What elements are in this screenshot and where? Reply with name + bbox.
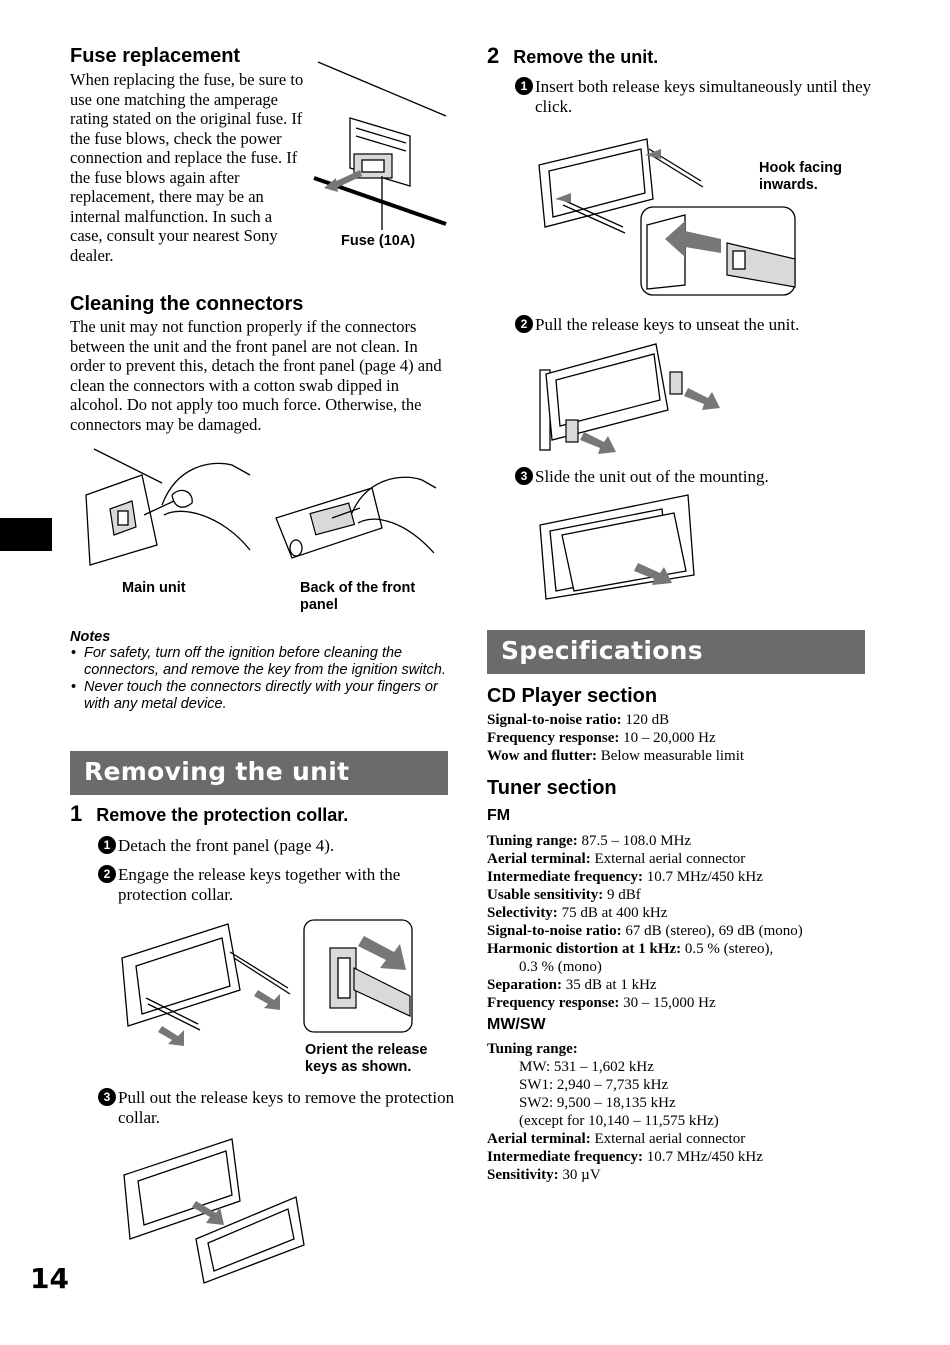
- spec-row: MW: 531 – 1,602 kHz: [519, 1059, 654, 1075]
- step1-title: Remove the protection collar.: [96, 805, 349, 825]
- collar-engage-illustration: [118, 918, 418, 1043]
- spec-row: Frequency response: 10 – 20,000 Hz: [487, 730, 716, 746]
- page-number: 14: [30, 1262, 69, 1295]
- step-number-icon: 3: [515, 467, 533, 485]
- step-number-icon: 3: [98, 1088, 116, 1106]
- step-number-icon: 1: [98, 836, 116, 854]
- step2-sub1: [515, 77, 875, 117]
- notes: [70, 629, 450, 713]
- step1-number: 1: [70, 801, 83, 826]
- slide-out-illustration: [538, 495, 708, 600]
- step-text: Detach the front panel (page 4).: [118, 836, 335, 855]
- unseat-illustration: [538, 340, 728, 450]
- step-number-icon: 2: [515, 315, 533, 333]
- spec-row: Intermediate frequency: 10.7 MHz/450 kHz: [487, 1149, 763, 1165]
- step-number-icon: 1: [515, 77, 533, 95]
- collar-remove-illustration: [120, 1135, 310, 1285]
- step-text: Insert both release keys simultaneously until they click.: [535, 77, 872, 116]
- cleaning-heading: Cleaning the connectors: [70, 293, 304, 315]
- back-panel-label: Back of the front panel: [300, 580, 416, 613]
- main-unit-label: Main unit: [122, 580, 186, 596]
- spec-row: SW2: 9,500 – 18,135 kHz: [519, 1095, 676, 1111]
- mwsw-specs: [487, 1040, 867, 1184]
- insert-keys-illustration: [535, 135, 797, 297]
- step2-header: [487, 43, 658, 69]
- step-number-icon: 2: [98, 865, 116, 883]
- spec-row: (except for 10,140 – 11,575 kHz): [519, 1113, 719, 1129]
- specifications-banner: [487, 630, 865, 674]
- removing-banner-title: Removing the unit: [84, 757, 350, 786]
- spec-row: Signal-to-noise ratio: 120 dB: [487, 712, 670, 728]
- fuse-label: Fuse (10A): [341, 233, 416, 249]
- fm-specs: [487, 832, 867, 1012]
- fuse-heading: Fuse replacement: [70, 45, 241, 67]
- front-panel-cleaning-illustration: [272, 468, 437, 568]
- cd-heading: CD Player section: [487, 685, 658, 707]
- spec-row: Tuning range: 87.5 – 108.0 MHz: [487, 833, 692, 849]
- step1-sub1: [98, 836, 448, 856]
- spec-row: Sensitivity: 30 µV: [487, 1167, 601, 1183]
- spec-row: SW1: 2,940 – 7,735 kHz: [519, 1077, 669, 1093]
- step1-sub2: [98, 865, 468, 905]
- step-text: Pull out the release keys to remove the protection collar.: [118, 1088, 455, 1127]
- step-text: Slide the unit out of the mounting.: [535, 467, 769, 486]
- step2-title: Remove the unit.: [513, 47, 659, 67]
- fuse-text: When replacing the fuse, be sure to use one matching the amperage rating stated on the original fuse. If the fuse blows, check the power connection and replace the fuse. If the fuse blows again after replacement, there may be an internal malfunction. In such a case, consult your nearest Sony dealer.: [70, 70, 304, 265]
- spec-row: Wow and flutter: Below measurable limit: [487, 748, 745, 764]
- step-text: Engage the release keys together with the protection collar.: [118, 865, 401, 904]
- note-item: • Never touch the connectors directly with your fingers or with any metal device.: [84, 679, 450, 713]
- step-text: Pull the release keys to unseat the unit.: [535, 315, 800, 334]
- step2-number: 2: [487, 43, 500, 68]
- removing-banner: [70, 751, 448, 795]
- note-item: • For safety, turn off the ignition before cleaning the connectors, and remove the key from the ignition switch.: [84, 645, 450, 679]
- spec-row: Harmonic distortion at 1 kHz: 0.5 % (stereo),: [487, 941, 774, 957]
- spec-row: Separation: 35 dB at 1 kHz: [487, 977, 657, 993]
- spec-row: Usable sensitivity: 9 dBf: [487, 887, 641, 903]
- hook-label: Hook facing inwards.: [759, 160, 842, 193]
- fuse-illustration: [310, 58, 450, 228]
- tuner-heading: Tuner section: [487, 777, 617, 799]
- step1-sub3: [98, 1088, 468, 1128]
- spec-row: Frequency response: 30 – 15,000 Hz: [487, 995, 716, 1011]
- step1-header: [70, 801, 348, 827]
- spec-row: Tuning range:: [487, 1041, 578, 1057]
- spec-row: 0.3 % (mono): [519, 959, 602, 975]
- specifications-banner-title: Specifications: [501, 636, 703, 665]
- orient-label: Orient the release keys as shown.: [305, 1042, 428, 1075]
- mwsw-heading: MW/SW: [487, 1016, 546, 1033]
- spec-row: Aerial terminal: External aerial connector: [487, 851, 746, 867]
- notes-title: Notes: [70, 629, 111, 645]
- spec-row: Intermediate frequency: 10.7 MHz/450 kHz: [487, 869, 763, 885]
- spec-row: Aerial terminal: External aerial connector: [487, 1131, 746, 1147]
- cleaning-text: The unit may not function properly if the connectors between the unit and the front panel are not clean. In order to prevent this, detach the front panel (page 4) and clean the connectors with a cotton swab dipped in alcohol. Do not apply too much force. Otherwise, the connectors may be damaged.: [70, 317, 442, 434]
- fm-heading: FM: [487, 807, 511, 824]
- spec-row: Signal-to-noise ratio: 67 dB (stereo), 69 dB (mono): [487, 923, 803, 939]
- spec-row: Selectivity: 75 dB at 400 kHz: [487, 905, 668, 921]
- section-tab-marker: [0, 518, 52, 551]
- cd-specs: [487, 711, 867, 765]
- main-unit-cleaning-illustration: [82, 445, 252, 570]
- step2-sub2: [515, 315, 855, 335]
- step2-sub3: [515, 467, 855, 487]
